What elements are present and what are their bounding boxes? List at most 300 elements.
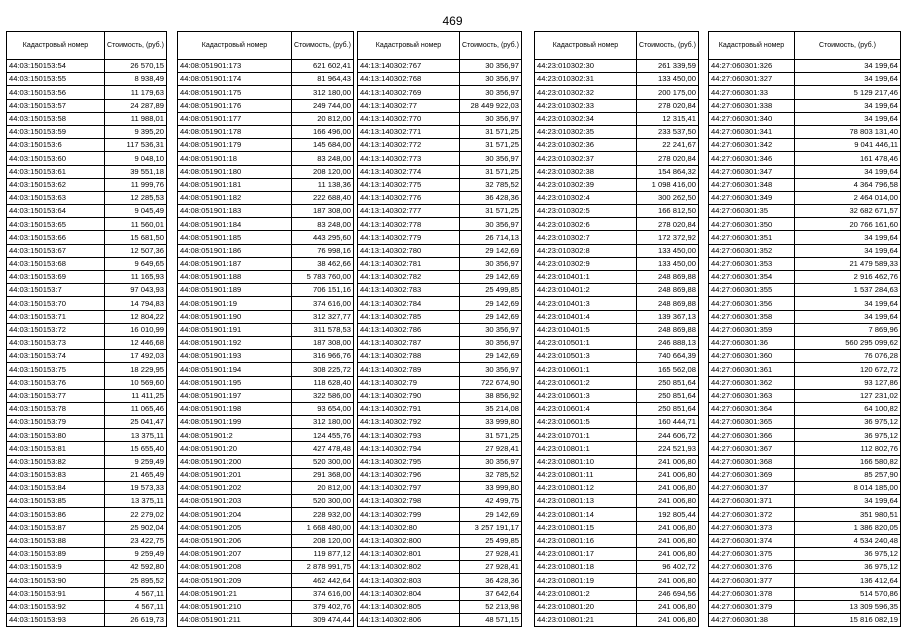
table-row bbox=[178, 271, 354, 284]
table-row bbox=[709, 402, 901, 415]
table-row bbox=[178, 112, 354, 125]
cadastral-number-cell: 44:13:140302:769 bbox=[358, 86, 460, 99]
cadastral-number-cell: 44:08:051901:192 bbox=[178, 336, 292, 349]
table-row bbox=[178, 165, 354, 178]
table-row bbox=[358, 561, 522, 574]
cadastral-number-cell: 44:23:010302:39 bbox=[535, 178, 637, 191]
cadastral-number-cell: 44:03:150153:66 bbox=[7, 231, 105, 244]
cost-cell: 249 744,00 bbox=[292, 99, 354, 112]
table-row bbox=[709, 429, 901, 442]
table-row bbox=[535, 257, 699, 270]
cost-cell: 81 964,43 bbox=[292, 73, 354, 86]
cost-cell: 308 225,72 bbox=[292, 363, 354, 376]
table-row bbox=[7, 495, 167, 508]
table-row bbox=[535, 613, 699, 626]
cadastral-number-cell: 44:03:150153:83 bbox=[7, 468, 105, 481]
cost-cell: 34 199,64 bbox=[795, 165, 901, 178]
table-row bbox=[358, 60, 522, 73]
cost-cell: 93 127,86 bbox=[795, 376, 901, 389]
table-row bbox=[178, 482, 354, 495]
table-row bbox=[709, 482, 901, 495]
cadastral-number-cell: 44:23:010801:14 bbox=[535, 508, 637, 521]
table-row bbox=[709, 363, 901, 376]
table-row bbox=[178, 73, 354, 86]
table-row bbox=[7, 429, 167, 442]
cost-cell: 250 851,64 bbox=[637, 376, 699, 389]
table-row bbox=[7, 165, 167, 178]
table-row bbox=[535, 139, 699, 152]
cost-cell: 248 869,88 bbox=[637, 297, 699, 310]
cost-cell: 621 602,41 bbox=[292, 60, 354, 73]
cost-cell: 23 422,75 bbox=[105, 534, 167, 547]
cadastral-number-cell: 44:03:150153:70 bbox=[7, 297, 105, 310]
cost-cell: 379 402,76 bbox=[292, 600, 354, 613]
cadastral-number-cell: 44:13:140302:787 bbox=[358, 336, 460, 349]
table-row bbox=[358, 310, 522, 323]
table-row bbox=[358, 534, 522, 547]
cost-cell: 16 010,99 bbox=[105, 323, 167, 336]
cost-cell: 119 877,12 bbox=[292, 547, 354, 560]
cost-cell: 30 356,97 bbox=[460, 455, 522, 468]
cadastral-number-cell: 44:23:010401:5 bbox=[535, 323, 637, 336]
cadastral-number-cell: 44:13:140302:767 bbox=[358, 60, 460, 73]
cadastral-number-cell: 44:08:051901:187 bbox=[178, 257, 292, 270]
cadastral-number-cell: 44:23:010601:3 bbox=[535, 389, 637, 402]
cost-cell: 30 356,97 bbox=[460, 73, 522, 86]
cadastral-number-cell: 44:08:051901:184 bbox=[178, 218, 292, 231]
cadastral-number-cell: 44:03:150153:73 bbox=[7, 336, 105, 349]
cadastral-number-cell: 44:13:140302:780 bbox=[358, 244, 460, 257]
cost-cell: 28 449 922,03 bbox=[460, 99, 522, 112]
cost-cell: 208 120,00 bbox=[292, 534, 354, 547]
cost-cell: 22 279,02 bbox=[105, 508, 167, 521]
cost-cell: 34 199,64 bbox=[795, 60, 901, 73]
table-row bbox=[7, 112, 167, 125]
table-row bbox=[358, 587, 522, 600]
table-row bbox=[358, 363, 522, 376]
cost-header: Стоимость, (руб.) bbox=[105, 32, 167, 60]
table-row bbox=[358, 284, 522, 297]
cadastral-number-cell: 44:08:051901:208 bbox=[178, 561, 292, 574]
cost-cell: 4 364 796,58 bbox=[795, 178, 901, 191]
table-row bbox=[7, 574, 167, 587]
cost-cell: 34 199,64 bbox=[795, 231, 901, 244]
table-row bbox=[709, 350, 901, 363]
cost-cell: 187 308,00 bbox=[292, 336, 354, 349]
cost-cell: 39 551,18 bbox=[105, 165, 167, 178]
table-row bbox=[709, 323, 901, 336]
cadastral-number-cell: 44:23:010601:5 bbox=[535, 416, 637, 429]
cost-cell: 7 869,96 bbox=[795, 323, 901, 336]
table-row bbox=[535, 125, 699, 138]
table-row bbox=[358, 244, 522, 257]
cost-cell: 12 804,22 bbox=[105, 310, 167, 323]
table-row bbox=[7, 521, 167, 534]
cost-cell: 30 356,97 bbox=[460, 218, 522, 231]
cadastral-number-cell: 44:03:150153:81 bbox=[7, 442, 105, 455]
cost-cell: 31 571,25 bbox=[460, 125, 522, 138]
table-row bbox=[178, 350, 354, 363]
cadastral-number-cell: 44:08:051901:209 bbox=[178, 574, 292, 587]
cost-cell: 241 006,80 bbox=[637, 534, 699, 547]
cost-cell: 3 257 191,17 bbox=[460, 521, 522, 534]
cost-cell: 2 878 991,75 bbox=[292, 561, 354, 574]
cost-cell: 1 537 284,63 bbox=[795, 284, 901, 297]
cadastral-number-cell: 44:27:060301:341 bbox=[709, 125, 795, 138]
cost-cell: 722 674,90 bbox=[460, 376, 522, 389]
cost-cell: 20 766 161,60 bbox=[795, 218, 901, 231]
cadastral-number-cell: 44:08:051901:176 bbox=[178, 99, 292, 112]
cadastral-number-cell: 44:03:150153:86 bbox=[7, 508, 105, 521]
table-row bbox=[358, 323, 522, 336]
table-row bbox=[7, 191, 167, 204]
table-row bbox=[358, 257, 522, 270]
table-row bbox=[535, 521, 699, 534]
cost-cell: 312 327,77 bbox=[292, 310, 354, 323]
table-row bbox=[535, 60, 699, 73]
cost-header: Стоимость, (руб.) bbox=[460, 32, 522, 60]
cadastral-number-cell: 44:03:150153:90 bbox=[7, 574, 105, 587]
table-row bbox=[358, 442, 522, 455]
cadastral-number-cell: 44:03:150153:6 bbox=[7, 139, 105, 152]
table-row bbox=[709, 99, 901, 112]
cost-cell: 244 606,72 bbox=[637, 429, 699, 442]
table-row bbox=[7, 350, 167, 363]
cost-cell: 25 499,85 bbox=[460, 284, 522, 297]
table-row bbox=[535, 442, 699, 455]
cost-cell: 12 507,36 bbox=[105, 244, 167, 257]
table-row bbox=[358, 482, 522, 495]
table-row bbox=[178, 205, 354, 218]
cadastral-number-cell: 44:27:060301:340 bbox=[709, 112, 795, 125]
cadastral-number-cell: 44:08:051901:201 bbox=[178, 468, 292, 481]
cost-header: Стоимость, (руб.) bbox=[795, 32, 901, 60]
table-row bbox=[709, 310, 901, 323]
cost-cell: 166 812,50 bbox=[637, 205, 699, 218]
table-row bbox=[178, 389, 354, 402]
cost-cell: 25 902,04 bbox=[105, 521, 167, 534]
table-row bbox=[535, 112, 699, 125]
table-row bbox=[358, 468, 522, 481]
cadastral-number-cell: 44:08:051901:205 bbox=[178, 521, 292, 534]
cost-cell: 38 856,92 bbox=[460, 389, 522, 402]
cost-cell: 241 006,80 bbox=[637, 600, 699, 613]
table-row bbox=[535, 574, 699, 587]
table-row bbox=[178, 468, 354, 481]
cadastral-number-cell: 44:08:051901:178 bbox=[178, 125, 292, 138]
cadastral-number-cell: 44:27:060301:37 bbox=[709, 482, 795, 495]
cadastral-number-cell: 44:27:060301:355 bbox=[709, 284, 795, 297]
cadastral-number-cell: 44:23:010302:37 bbox=[535, 152, 637, 165]
cadastral-number-cell: 44:27:060301:338 bbox=[709, 99, 795, 112]
cadastral-number-cell: 44:23:010701:1 bbox=[535, 429, 637, 442]
table-row bbox=[178, 442, 354, 455]
cost-cell: 31 571,25 bbox=[460, 165, 522, 178]
cost-cell: 85 257,90 bbox=[795, 468, 901, 481]
cost-cell: 36 975,12 bbox=[795, 416, 901, 429]
cost-cell: 462 442,64 bbox=[292, 574, 354, 587]
cost-cell: 42 499,75 bbox=[460, 495, 522, 508]
cost-cell: 9 395,20 bbox=[105, 125, 167, 138]
cadastral-number-cell: 44:03:150153:77 bbox=[7, 389, 105, 402]
cost-cell: 248 869,88 bbox=[637, 284, 699, 297]
cost-cell: 15 681,50 bbox=[105, 231, 167, 244]
cadastral-number-cell: 44:27:060301:354 bbox=[709, 271, 795, 284]
cadastral-number-cell: 44:03:150153:67 bbox=[7, 244, 105, 257]
table-header-row bbox=[709, 32, 901, 60]
cost-cell: 30 356,97 bbox=[460, 336, 522, 349]
cost-cell: 25 041,47 bbox=[105, 416, 167, 429]
cadastral-number-cell: 44:23:010302:35 bbox=[535, 125, 637, 138]
cost-cell: 30 356,97 bbox=[460, 60, 522, 73]
cadastral-number-cell: 44:08:051901:206 bbox=[178, 534, 292, 547]
cost-cell: 30 356,97 bbox=[460, 86, 522, 99]
cadastral-number-cell: 44:23:010801:20 bbox=[535, 600, 637, 613]
cost-cell: 33 999,80 bbox=[460, 416, 522, 429]
table-row bbox=[7, 86, 167, 99]
cost-cell: 33 999,80 bbox=[460, 482, 522, 495]
cost-cell: 291 368,00 bbox=[292, 468, 354, 481]
table-row bbox=[178, 508, 354, 521]
cost-cell: 261 339,59 bbox=[637, 60, 699, 73]
table-row bbox=[178, 231, 354, 244]
cadastral-number-cell: 44:13:140302:805 bbox=[358, 600, 460, 613]
cost-cell: 316 966,76 bbox=[292, 350, 354, 363]
cadastral-number-cell: 44:08:051901:175 bbox=[178, 86, 292, 99]
cadastral-number-cell: 44:08:051901:203 bbox=[178, 495, 292, 508]
registry-tables bbox=[6, 31, 902, 627]
table-row bbox=[7, 284, 167, 297]
cadastral-number-cell: 44:13:140302:796 bbox=[358, 468, 460, 481]
table-row bbox=[535, 508, 699, 521]
cost-cell: 21 479 589,33 bbox=[795, 257, 901, 270]
cadastral-number-cell: 44:13:140302:804 bbox=[358, 587, 460, 600]
table-row bbox=[709, 521, 901, 534]
cadastral-number-cell: 44:23:010302:4 bbox=[535, 191, 637, 204]
table-row bbox=[535, 244, 699, 257]
table-row bbox=[709, 231, 901, 244]
table-row bbox=[535, 165, 699, 178]
cadastral-number-cell: 44:23:010801:16 bbox=[535, 534, 637, 547]
cadastral-number-cell: 44:27:060301:379 bbox=[709, 600, 795, 613]
cost-cell: 36 975,12 bbox=[795, 561, 901, 574]
cost-cell: 1 098 416,00 bbox=[637, 178, 699, 191]
cadastral-number-cell: 44:13:140302:794 bbox=[358, 442, 460, 455]
table-row bbox=[7, 534, 167, 547]
cost-cell: 36 975,12 bbox=[795, 547, 901, 560]
cadastral-number-cell: 44:03:150153:58 bbox=[7, 112, 105, 125]
cadastral-number-cell: 44:08:051901:204 bbox=[178, 508, 292, 521]
table-row bbox=[709, 125, 901, 138]
table-row bbox=[709, 455, 901, 468]
table-row bbox=[7, 60, 167, 73]
cadastral-number-cell: 44:23:010302:5 bbox=[535, 205, 637, 218]
cadastral-number-cell: 44:23:010601:1 bbox=[535, 363, 637, 376]
table-row bbox=[535, 86, 699, 99]
table-row bbox=[535, 73, 699, 86]
table-row bbox=[178, 547, 354, 560]
table-row bbox=[178, 297, 354, 310]
cadastral-number-cell: 44:13:140302:802 bbox=[358, 561, 460, 574]
table-row bbox=[535, 178, 699, 191]
cost-cell: 48 571,15 bbox=[460, 613, 522, 626]
cost-cell: 93 654,00 bbox=[292, 402, 354, 415]
cadastral-number-cell: 44:03:150153:75 bbox=[7, 363, 105, 376]
cadastral-number-cell: 44:03:150153:60 bbox=[7, 152, 105, 165]
cadastral-number-header: Кадастровый номер bbox=[709, 32, 795, 60]
cadastral-number-cell: 44:23:010302:9 bbox=[535, 257, 637, 270]
cadastral-number-cell: 44:03:150153:69 bbox=[7, 271, 105, 284]
cadastral-number-cell: 44:03:150153:80 bbox=[7, 429, 105, 442]
cost-cell: 9 649,65 bbox=[105, 257, 167, 270]
cost-cell: 2 464 014,00 bbox=[795, 191, 901, 204]
table-row bbox=[535, 587, 699, 600]
cadastral-number-cell: 44:27:060301:356 bbox=[709, 297, 795, 310]
table-row bbox=[535, 336, 699, 349]
cost-cell: 208 120,00 bbox=[292, 165, 354, 178]
cost-cell: 20 812,00 bbox=[292, 112, 354, 125]
cadastral-number-cell: 44:27:060301:377 bbox=[709, 574, 795, 587]
cost-cell: 83 248,00 bbox=[292, 218, 354, 231]
cost-cell: 32 785,52 bbox=[460, 178, 522, 191]
table-row bbox=[7, 600, 167, 613]
cadastral-number-cell: 44:27:060301:35 bbox=[709, 205, 795, 218]
cadastral-number-cell: 44:08:051901:174 bbox=[178, 73, 292, 86]
table-row bbox=[7, 547, 167, 560]
cost-cell: 14 794,83 bbox=[105, 297, 167, 310]
table-header-row bbox=[7, 32, 167, 60]
cost-table-5 bbox=[708, 31, 901, 627]
cadastral-number-cell: 44:13:140302:79 bbox=[358, 376, 460, 389]
table-row bbox=[358, 86, 522, 99]
cost-cell: 117 536,31 bbox=[105, 139, 167, 152]
cost-cell: 312 180,00 bbox=[292, 416, 354, 429]
table-row bbox=[535, 455, 699, 468]
cost-cell: 11 065,46 bbox=[105, 402, 167, 415]
cost-cell: 560 295 099,62 bbox=[795, 336, 901, 349]
table-row bbox=[358, 205, 522, 218]
cost-cell: 520 300,00 bbox=[292, 455, 354, 468]
cadastral-number-cell: 44:13:140302:791 bbox=[358, 402, 460, 415]
table-row bbox=[178, 495, 354, 508]
cadastral-number-cell: 44:23:010501:1 bbox=[535, 336, 637, 349]
cadastral-number-cell: 44:03:150153:61 bbox=[7, 165, 105, 178]
table-row bbox=[358, 455, 522, 468]
cadastral-number-cell: 44:03:150153:76 bbox=[7, 376, 105, 389]
cadastral-number-cell: 44:27:060301:361 bbox=[709, 363, 795, 376]
table-row bbox=[178, 125, 354, 138]
cadastral-number-cell: 44:08:051901:194 bbox=[178, 363, 292, 376]
cadastral-number-cell: 44:23:010801:10 bbox=[535, 455, 637, 468]
cadastral-number-cell: 44:08:051901:207 bbox=[178, 547, 292, 560]
cost-cell: 9 048,10 bbox=[105, 152, 167, 165]
cost-cell: 36 975,12 bbox=[795, 429, 901, 442]
table-row bbox=[358, 139, 522, 152]
cadastral-number-cell: 44:23:010601:4 bbox=[535, 402, 637, 415]
table-row bbox=[7, 336, 167, 349]
table-row bbox=[7, 389, 167, 402]
cost-cell: 35 214,08 bbox=[460, 402, 522, 415]
cost-cell: 36 428,36 bbox=[460, 191, 522, 204]
table-row bbox=[178, 99, 354, 112]
cadastral-number-cell: 44:03:150153:82 bbox=[7, 455, 105, 468]
cost-cell: 26 714,13 bbox=[460, 231, 522, 244]
cadastral-number-cell: 44:03:150153:64 bbox=[7, 205, 105, 218]
cost-cell: 241 006,80 bbox=[637, 468, 699, 481]
cadastral-number-cell: 44:27:060301:346 bbox=[709, 152, 795, 165]
table-row bbox=[358, 178, 522, 191]
table-row bbox=[178, 310, 354, 323]
cost-cell: 27 928,41 bbox=[460, 442, 522, 455]
table-row bbox=[358, 99, 522, 112]
cadastral-number-cell: 44:03:150153:91 bbox=[7, 587, 105, 600]
table-row bbox=[358, 165, 522, 178]
table-row bbox=[709, 376, 901, 389]
cost-cell: 312 180,00 bbox=[292, 86, 354, 99]
cadastral-number-cell: 44:13:140302:776 bbox=[358, 191, 460, 204]
cost-cell: 5 783 760,00 bbox=[292, 271, 354, 284]
cadastral-number-cell: 44:13:140302:793 bbox=[358, 429, 460, 442]
table-row bbox=[178, 534, 354, 547]
cadastral-number-cell: 44:23:010801:15 bbox=[535, 521, 637, 534]
cost-cell: 374 616,00 bbox=[292, 587, 354, 600]
cadastral-number-cell: 44:08:051901:195 bbox=[178, 376, 292, 389]
cost-cell: 250 851,64 bbox=[637, 389, 699, 402]
cadastral-number-cell: 44:23:010302:34 bbox=[535, 112, 637, 125]
cost-cell: 351 980,51 bbox=[795, 508, 901, 521]
cost-cell: 17 492,03 bbox=[105, 350, 167, 363]
cadastral-number-cell: 44:08:051901:182 bbox=[178, 191, 292, 204]
table-row bbox=[7, 508, 167, 521]
cadastral-number-header: Кадастровый номер bbox=[535, 32, 637, 60]
cadastral-number-cell: 44:08:051901:200 bbox=[178, 455, 292, 468]
table-row bbox=[535, 350, 699, 363]
cadastral-number-cell: 44:23:010801:12 bbox=[535, 482, 637, 495]
table-row bbox=[7, 363, 167, 376]
table-row bbox=[709, 547, 901, 560]
cadastral-number-cell: 44:23:010501:3 bbox=[535, 350, 637, 363]
table-row bbox=[358, 125, 522, 138]
table-row bbox=[358, 547, 522, 560]
table-row bbox=[358, 574, 522, 587]
table-row bbox=[709, 152, 901, 165]
cost-cell: 136 412,64 bbox=[795, 574, 901, 587]
cadastral-number-cell: 44:27:060301:350 bbox=[709, 218, 795, 231]
cost-cell: 300 262,50 bbox=[637, 191, 699, 204]
table-row bbox=[709, 73, 901, 86]
cadastral-number-cell: 44:23:010401:4 bbox=[535, 310, 637, 323]
cadastral-number-cell: 44:13:140302:786 bbox=[358, 323, 460, 336]
table-row bbox=[7, 323, 167, 336]
table-row bbox=[709, 139, 901, 152]
table-row bbox=[709, 468, 901, 481]
cadastral-number-cell: 44:03:150153:74 bbox=[7, 350, 105, 363]
cadastral-number-cell: 44:27:060301:327 bbox=[709, 73, 795, 86]
cadastral-number-cell: 44:13:140302:771 bbox=[358, 125, 460, 138]
cost-cell: 96 402,72 bbox=[637, 561, 699, 574]
cost-cell: 31 571,25 bbox=[460, 139, 522, 152]
cadastral-number-cell: 44:08:051901:185 bbox=[178, 231, 292, 244]
cost-cell: 248 869,88 bbox=[637, 271, 699, 284]
cadastral-number-cell: 44:27:060301:369 bbox=[709, 468, 795, 481]
table-row bbox=[178, 284, 354, 297]
cost-cell: 27 928,41 bbox=[460, 547, 522, 560]
table-row bbox=[709, 218, 901, 231]
cost-cell: 11 165,93 bbox=[105, 271, 167, 284]
cost-cell: 30 356,97 bbox=[460, 152, 522, 165]
table-row bbox=[709, 178, 901, 191]
cost-cell: 192 805,44 bbox=[637, 508, 699, 521]
